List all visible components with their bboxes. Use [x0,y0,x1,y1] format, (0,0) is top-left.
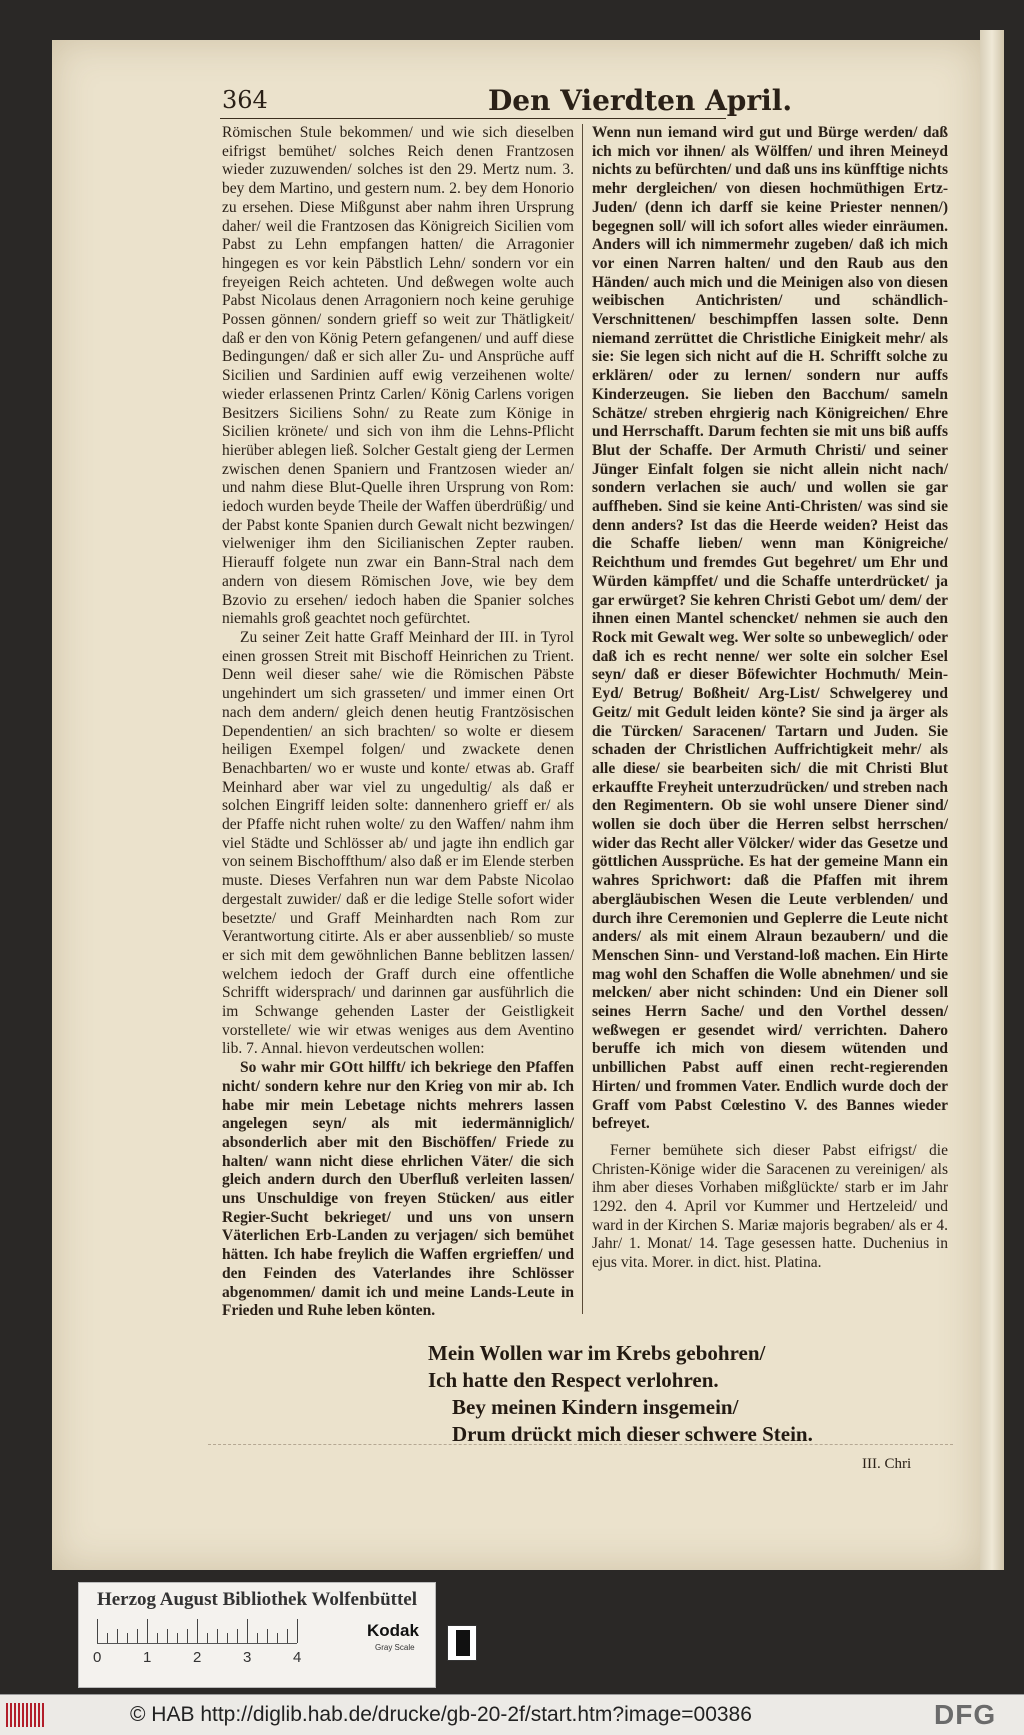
page-edge [980,30,1004,1570]
closing-verse [428,1340,813,1448]
library-name: Herzog August Bibliothek Wolfenbüttel [96,1589,418,1610]
scale-ruler [97,1619,297,1644]
hab-logo-icon [6,1703,46,1727]
copyright-url[interactable]: © HAB http://diglib.hab.de/drucke/gb-20-2f/start.htm?image=00386 [130,1703,752,1726]
verse-line: Drum drückt mich dieser schwere Stein. [452,1422,813,1446]
catchword: III. Chri [862,1456,912,1472]
page-number: 364 [222,86,268,114]
gray-patch [447,1625,477,1661]
verse-line: Mein Wollen war im Krebs gebohren/ [428,1341,766,1365]
quoted-paragraph: Wenn nun iemand wird gut und Bürge werden/ daß ich mich vor ihnen/ als Wölffen/ und ihren Meineyd nichts zu befürchten/ und daß uns ins künfftige nichts mehr dergleichen/ von diesen hochmüthigen Ertz-Juden/ (denn ich darff sie keine Priester nennen/) begegnen soll/ will ich sofort alles wieder einräumen. Anders will ich nimmermehr zugeben/ daß ich mich vor einen Narren halten/ und den Raub aus den Händen/ auch mich und die Meinigen also von diesen weibischen Antichristen/ und schändlich-Verschnittenen/ beschimpffen lassen solte. Denn niemand zerrüttet die Christliche Einigkeit mehr/ als sie: Sie legen sich nicht auf die H. Schrifft solche zu erklären/ oder zu lernen/ sondern nur auffs Kinderzeugen. Sie lieben den Bacchum/ sameln Schätze/ streben ehrgierig nach Königreichen/ Ehre und Herrschafft. Darum fechten sie mit uns biß auffs Blut der Schaffe. Der Armuth Christi/ und seiner Jünger Einfalt folgen sie nicht allein nicht nach/ sondern verlachen sie auch/ und wollen sie gar auffheben. Sind sie keine Anti-Christen/ was sind sie denn anders? Ist das die Heerde weiden? Heist das die Schaffe lieben/ wenn man Königreiche/ Reichthum und fremdes Gut begehret/ um Ehr und Würden kämpffet/ und die Schaffe unterdrücket/ ja gar erwürget? Sie kehren Christi Gebot um/ dem/ der ihnen einen Mantel schencket/ nehmen sie auch den Rock mit Gewalt weg. Wer solte so unbeweglich/ oder daß ich es recht nenne/ wer solte ein solcher Esel seyn/ daß er dieser Böfewichter Hochmuth/ Mein-Eyd/ Betrug/ Boßheit/ Arg-List/ Schwelgerey und Geitz/ mit Gedult leiden könte? Sie sind ja ärger als die Türcken/ Saracenen/ Tartarn und Juden. Sie schaden der Christlichen Auffrichtigkeit mehr/ als alle diese/ sie bearbeiten sich/ die mit Christi Blut erkauffte Freyheit unterzudrücken/ und streben nach den Regimentern. Ob sie wohl unsere Diener sind/ wollen sie doch über die Herren selbst herrschen/ wider das Recht aller Völcker/ wider das Gesetze und göttlichen Aussprüche. Es hat der gemeine Mann ein wahres Sprichwort: daß die Pfaffen mit ihrem abergläubischen Wesen die Leute verblenden/ und durch ihre Ceremonien und Geplerre die Leute nicht anders/ als mit einem Alraun bezaubern/ und die Menschen Sinn- und Verstand-loß machen. Ein Hirte mag wohl den Schaffen die Wolle abnehmen/ und sie melcken/ aber nicht schinden: Und ein Diener soll seines Herrn Sache/ und den Vorthel dessen/ weßwegen er gesendet wird/ verrichten. Dahero beruffe ich mich von diesem wütenden und unbillichen Pabst auff einen recht-regierenden Hirten/ und frommen Vater. Endlich wurde doch der Graff vom Pabst Cœlestino V. des Bannes wieder befreyet. [592,124,948,1133]
scale-number: 3 [243,1649,252,1666]
dfg-logo: DFG [934,1699,997,1730]
right-column [592,124,948,1272]
scale-number: 4 [293,1649,302,1666]
column-separator [582,124,583,1314]
header-rule [220,118,726,119]
verse-line: Bey meinen Kindern insgemein/ [452,1395,739,1419]
verse-line: Ich hatte den Respect verlohren. [428,1368,719,1392]
viewer-footer [0,1694,1024,1735]
scale-number: 2 [193,1649,202,1666]
gray-scale-label: Gray Scale [375,1643,415,1652]
scale-number: 1 [143,1649,152,1666]
page-title: Den Vierdten April. [488,84,793,117]
quoted-paragraph: So wahr mir GOtt hilfft/ ich bekriege den Pfaffen nicht/ sondern kehre nur den Krieg von mir ab. Ich habe mir mein Lebetage nichts mehrers lassen angelegen seyn/ als mit iedermänniglich/ absonderlich aber mit den Bischöffen/ Friede zu halten/ wann nicht diese ehrlichen Väter/ die sich gleich andern durch den Uberfluß verleiten lassen/ uns Unschuldige von freyen Stücken/ aus eitler Regier-Sucht bekrieget/ und uns von unsern Väterlichen Erb-Landen zu verjagen/ sich bemühet hätten. Ich habe freylich die Waffen ergrieffen/ und den Feinden des Vaterlandes ihre Schlösser abgenommen/ damit ich und meine Lands-Leute in Frieden und Ruhe leben könten. [222,1059,574,1320]
color-calibration-strip [78,1582,436,1688]
scale-number: 0 [93,1649,102,1666]
bottom-rule [208,1444,953,1445]
paragraph: Ferner bemühete sich dieser Pabst eifrigst/ die Christen-Könige wider die Saracenen zu vereinigen/ als ihm aber dieses Vorhaben mißglückte/ starb er im Jahr 1292. den 4. April vor Kummer und Hertzeleid/ und ward in der Kirchen S. Mariæ majoris begraben/ als er 4. Jahr/ 1. Monat/ 14. Tage gesessen hatte. Duchenius in ejus vita. Morer. in dict. hist. Platina. [592,1141,948,1272]
kodak-logo: Kodak [367,1621,419,1640]
paragraph: Römischen Stule bekommen/ und wie sich dieselben eifrigst bemühet/ solches Reich denen Frantzosen wieder zuzuwenden/ solches ist den 29. Mertz num. 3. bey dem Martino, und gestern num. 2. bey dem Honorio zu ersehen. Diese Mißgunst aber nahm ihren Ursprung daher/ weil die Frantzosen das Königreich Sicilien vom Pabst zu Lehn empfangen hatten/ die Arragonier hingegen es vor kein Päbstlich Lehn/ sondern vor ein freyeigen Reich achteten. Und deßwegen wolte auch Pabst Nicolaus denen Arragoniern noch keine geruhige Possen gönnen/ sondern grieff so weit zur Thätligkeit/ daß er den von König Petern gefangenen/ und auff diese Bedingungen/ daß er sich aller Zu- und Ansprüche auff Sicilien und Sardinien auff ewig verzeihenen wolte/ wieder erlassenen Printz Carlen/ König Carlens vorigen Besitzers Siciliens Sohn/ zu Reate zum Könige in Sicilien krönete/ und sich von ihm die Lehns-Pflicht hierüber ablegen ließ. Solcher Gestalt gieng der Lermen zwischen denen Spaniern und Frantzosen wieder an/ und nahm diese Blut-Quelle ihren Ursprung von Rom: iedoch wurden beyde Theile der Waffen überdrüßig/ und der Pabst konte Spanien durch Gewalt nicht bezwingen/ vielweniger ihm den Sicilianischen Zepter rauben. Hierauff folgete nun zwar ein Bann-Stral nach dem andern von diesem Römischen Jove, wie bey dem Bzovio zu ersehen/ iedoch haben die Spanier solches niemahls groß geachtet noch gefürchtet. [222,124,574,628]
paragraph: Zu seiner Zeit hatte Graff Meinhard der III. in Tyrol einen grossen Streit mit Bischoff Heinrichen zu Trient. Denn weil dieser sahe/ wie die Römischen Päbste ungehindert um sich grasseten/ und immer einen Ort nach dem andern/ gleich denen heutig Frantzösischen Dependentien/ an sich brachten/ so wolte er diesem heiligen Exempel folgen/ und zwackete denen Benachbarten/ wo er wuste und konte/ etwas ab. Graff Meinhard aber war viel zu ungedultig/ als daß er solchen Eingriff leiden solte: dannenhero grieff er/ als der Pfaffe nicht ruhen wolte/ zu den Waffen/ nahm ihm viel Städte und Schlösser ab/ und jagte ihn endlich gar von seinem Bischoffthum/ also daß er im Elende sterben muste. Dieses Verfahren nun war dem Pabste Nicolao dergestalt zuwider/ daß er die ledige Stelle sofort wider besetzte/ und Graff Meinhardten nach Rom zur Verantwortung citirte. Als er aber aussenblieb/ so muste er sich mit dem gewöhnlichen Banne beblitzen lassen/ welchem iedoch der Graff durch eine offentliche Schrifft widersprach/ und darinnen gar ausführlich die im Schwange gehenden Laster der Geistligkeit vorstellete/ wie wir etwas weniges aus dem Aventino lib. 7. Annal. hievon verdeutschen wollen: [222,628,574,1058]
left-column [222,124,574,1354]
